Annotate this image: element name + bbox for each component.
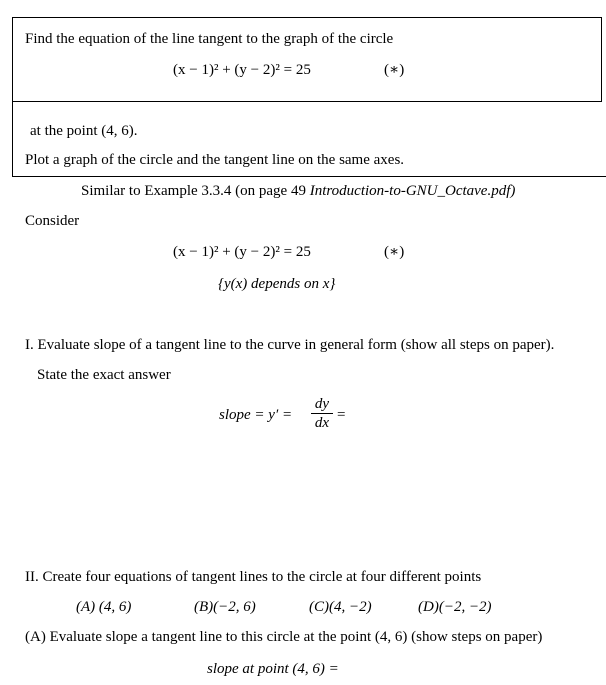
consider-equation: (x − 1)² + (y − 2)² = 25	[173, 244, 311, 260]
reference-source: Introduction-to-GNU_Octave.pdf)	[309, 183, 516, 199]
part1-instruction: State the exact answer	[37, 367, 171, 383]
problem-at-point: at the point (4, 6).	[30, 123, 138, 139]
problem-box-left-border	[12, 101, 13, 176]
problem-equation: (x − 1)² + (y − 2)² = 25	[173, 62, 311, 78]
plot-instruction: Plot a graph of the circle and the tangent line on the same axes.	[25, 152, 405, 168]
slope-numerator: dy	[314, 396, 330, 412]
slope-denominator: dx	[314, 415, 330, 431]
reference-line	[81, 182, 515, 200]
part1-heading: I. Evaluate slope of a tangent line to the curve in general form (show all steps on paper).	[25, 337, 555, 353]
problem-box-lower-border	[12, 176, 606, 177]
slope-lhs: slope = y′ =	[219, 407, 293, 423]
problem-statement: Find the equation of the line tangent to the graph of the circle	[25, 31, 394, 47]
reference-prefix: Similar to Example 3.3.4 (on page 49	[81, 183, 310, 199]
problem-box-divider	[12, 101, 602, 102]
part2-heading: II. Create four equations of tangent lines to the circle at four different points	[25, 569, 482, 585]
consider-label: Consider	[25, 213, 80, 229]
point-d: (D)(−2, −2)	[418, 599, 492, 615]
slope-fraction	[311, 396, 333, 431]
point-c: (C)(4, −2)	[309, 599, 372, 615]
slope-at-point: slope at point (4, 6) =	[207, 661, 339, 677]
consider-equation-tag: (∗)	[384, 244, 405, 260]
point-b: (B)(−2, 6)	[194, 599, 256, 615]
point-a: (A) (4, 6)	[76, 599, 132, 615]
slope-equals: =	[337, 407, 346, 423]
part2a-instruction: (A) Evaluate slope a tangent line to this circle at the point (4, 6) (show steps on paper)	[25, 629, 543, 645]
problem-equation-tag: (∗)	[384, 62, 405, 78]
fraction-bar	[311, 413, 333, 414]
dependence-note: {y(x) depends on x}	[218, 276, 336, 292]
